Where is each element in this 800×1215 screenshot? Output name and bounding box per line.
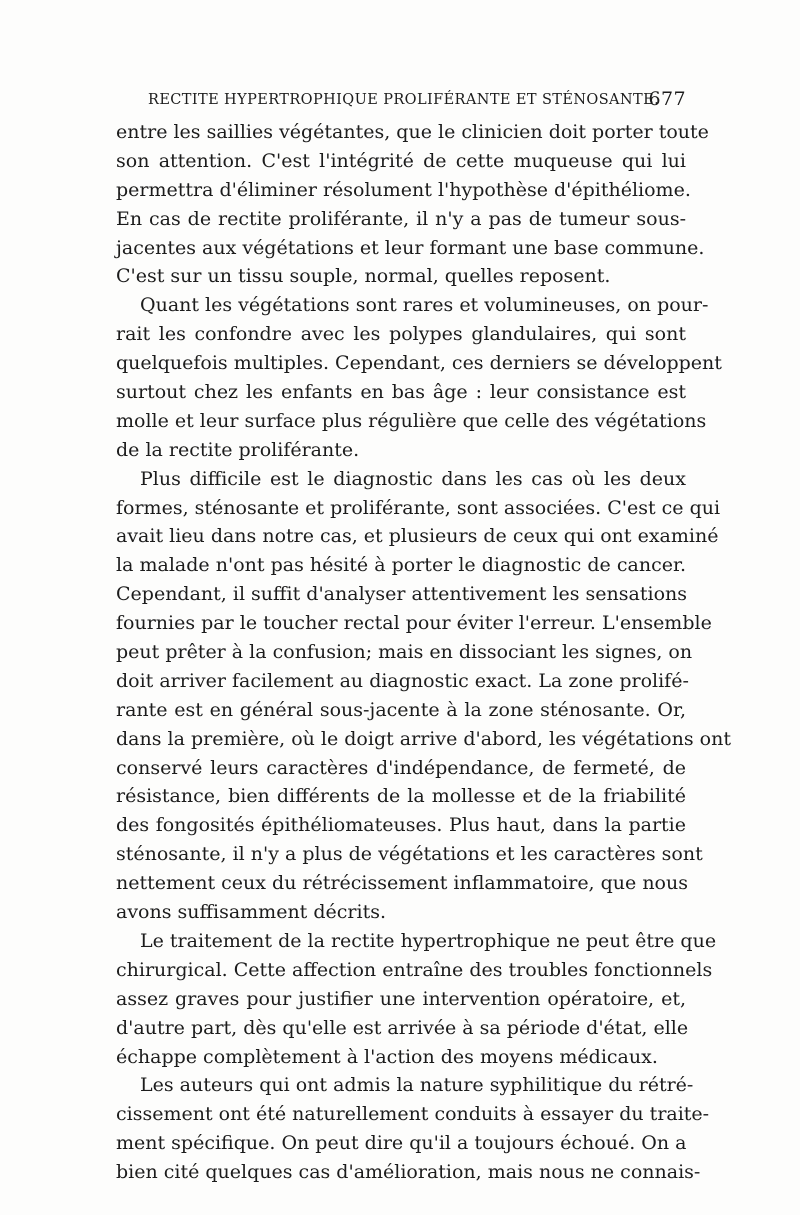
text-line: son attention. C'est l'intégrité de cette muqueuse qui lui [116, 149, 686, 172]
text-line: sténosante, il n'y a plus de végétations et les caractères sont [116, 843, 703, 866]
text-line: entre les saillies végétantes, que le clinicien doit porter toute [116, 121, 709, 143]
text-line: nettement ceux du rétrécissement inflammatoire, que nous [116, 872, 688, 895]
text-line: molle et leur surface plus régulière que celle des végétations [116, 409, 707, 432]
text-line: C'est sur un tissu souple, normal, quelles reposent. [116, 265, 611, 288]
running-title: RECTITE HYPERTROPHIQUE PROLIFÉRANTE ET STÉNOSANTE. [148, 92, 660, 108]
text-line: Les auteurs qui ont admis la nature syphilitique du rétré- [140, 1074, 694, 1097]
text-line: rait les confondre avec les polypes glandulaires, qui sont [116, 323, 686, 346]
text-line: échappe complètement à l'action des moyens médicaux. [116, 1045, 658, 1068]
text-line: Quant les végétations sont rares et volumineuses, on pour- [140, 294, 709, 317]
text-line: dans la première, où le doigt arrive d'abord, les végétations ont [116, 727, 731, 750]
text-line: Plus difficile est le diagnostic dans les cas où les deux [140, 467, 686, 490]
text-line: résistance, bien différents de la mollesse et de la friabilité [116, 785, 686, 808]
text-line: conservé leurs caractères d'indépendance, de fermeté, de [116, 756, 686, 779]
page-number: 677 [648, 88, 686, 110]
text-line: la malade n'ont pas hésité à porter le diagnostic de cancer. [116, 554, 686, 577]
text-line: avait lieu dans notre cas, et plusieurs de ceux qui ont examiné [116, 525, 719, 548]
text-line: ment spécifique. On peut dire qu'il a toujours échoué. On a [116, 1132, 687, 1155]
text-line: Le traitement de la rectite hypertrophique ne peut être que [140, 929, 717, 952]
text-line: d'autre part, dès qu'elle est arrivée à sa période d'état, elle [116, 1016, 689, 1039]
text-line: formes, sténosante et proliférante, sont associées. C'est ce qui [116, 496, 721, 519]
text-line: bien cité quelques cas d'amélioration, mais nous ne connais- [116, 1161, 701, 1184]
text-line: Cependant, il suffit d'analyser attentivement les sensations [116, 583, 688, 606]
text-line: des fongosités épithéliomateuses. Plus haut, dans la partie [116, 814, 686, 837]
text-line: doit arriver facilement au diagnostic exact. La zone prolifé- [116, 669, 689, 692]
text-line: En cas de rectite proliférante, il n'y a pas de tumeur sous- [116, 207, 686, 230]
text-line: assez graves pour justifier une intervention opératoire, et, [116, 987, 686, 1010]
page-header [148, 88, 686, 112]
text-line: rante est en général sous-jacente à la zone sténosante. Or, [116, 698, 686, 721]
text-line: peut prêter à la confusion; mais en dissociant les signes, on [116, 641, 693, 664]
text-line: fournies par le toucher rectal pour éviter l'erreur. L'ensemble [116, 612, 712, 635]
text-line: surtout chez les enfants en bas âge : leur consistance est [116, 381, 686, 404]
text-line: jacentes aux végétations et leur formant une base commune. [116, 236, 705, 259]
text-line: cissement ont été naturellement conduits à essayer du traite- [116, 1103, 710, 1126]
text-line: avons suffisamment décrits. [116, 901, 386, 924]
text-line: de la rectite proliférante. [116, 438, 360, 461]
text-line: chirurgical. Cette affection entraîne des troubles fonctionnels [116, 958, 713, 981]
body-text [116, 118, 731, 1187]
text-line: quelquefois multiples. Cependant, ces derniers se développent [116, 352, 722, 375]
text-line: permettra d'éliminer résolument l'hypothèse d'épithéliome. [116, 178, 691, 201]
